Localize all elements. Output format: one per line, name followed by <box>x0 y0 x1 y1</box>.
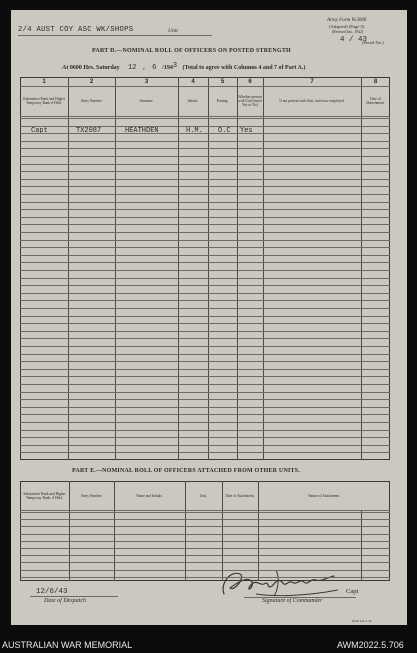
part-e-column-header: Date of Attachment. <box>225 493 255 498</box>
part-d-row-rule <box>20 399 390 400</box>
part-d-row-rule <box>20 186 390 187</box>
part-e-row-rule <box>20 512 390 513</box>
part-d-column-header: Whether present with Unit (insert Yes or No) <box>238 95 262 107</box>
serial-value: 4 / 43 <box>340 36 368 44</box>
part-d-row-rule <box>20 278 390 279</box>
caption-left: AUSTRALIAN WAR MEMORIAL <box>2 640 133 650</box>
part-d-row-rule <box>20 209 390 210</box>
part-e-column-header: Nature of Attachment. <box>307 493 341 498</box>
despatch-date: 12/6/43 <box>36 588 68 596</box>
part-d-row-rule <box>20 346 390 347</box>
part-d-column-header: Army Number. <box>80 99 103 103</box>
form-adapted: (Adapted) (Page 3) <box>329 24 365 29</box>
cell-army-number: TX2087 <box>76 127 102 135</box>
part-d-row-rule <box>20 376 390 377</box>
part-d-row-rule <box>20 407 390 408</box>
part-d-row-rule <box>20 430 390 431</box>
part-d-row-rule <box>20 316 390 317</box>
part-d-column-rule <box>263 77 264 460</box>
part-d-column-number: 5 <box>220 79 225 85</box>
part-d-row-rule <box>20 338 390 339</box>
part-d-column-number: 6 <box>248 79 252 85</box>
part-d-row-rule <box>20 323 390 324</box>
part-e-row-rule <box>20 519 390 520</box>
part-d-row-rule <box>20 300 390 301</box>
commander-label: Signature of Commander <box>262 598 323 604</box>
part-d-column-number: 8 <box>373 79 378 85</box>
part-d-column-rule <box>115 77 116 460</box>
part-e-row-rule <box>20 577 390 578</box>
part-d-row-rule <box>20 217 390 218</box>
part-e-column-header: Substantive Rank and Higher Temporary Rank, if Held. <box>23 491 66 500</box>
part-d-row-rule <box>20 255 390 256</box>
part-d-column-number: 4 <box>191 79 195 85</box>
date-prefix: At 0600 Hrs. Saturday <box>62 65 120 71</box>
part-e-row-rule <box>20 555 390 556</box>
part-d-row-rule <box>20 270 390 271</box>
part-d-row-rule <box>20 156 390 157</box>
part-d-column-header: If not present with Unit, state how employed. <box>279 99 345 103</box>
part-d-row-rule <box>20 126 390 127</box>
part-e-column-header: Name and Initials. <box>136 493 163 498</box>
part-d-row-rule <box>20 422 390 423</box>
part-d-column-number: 3 <box>144 79 149 85</box>
cell-initials: H.M. <box>186 127 203 135</box>
date-month: 6 <box>152 64 157 72</box>
part-e-row-rule <box>20 526 390 527</box>
part-d-column-number: 2 <box>89 79 94 85</box>
part-d-row-rule <box>20 452 390 453</box>
part-e-row-rule <box>20 562 390 563</box>
part-d-row-rule <box>20 354 390 355</box>
part-d-row-rule <box>20 202 390 203</box>
part-d-row-rule <box>20 141 390 142</box>
part-d-row-rule <box>20 437 390 438</box>
part-d-row-rule <box>20 224 390 225</box>
date-year-digit: 3 <box>172 62 178 70</box>
part-d-row-rule <box>20 133 390 134</box>
part-e-row-rule <box>20 548 390 549</box>
date-year-prefix: /194 <box>162 65 173 71</box>
date-day: 12 <box>127 64 137 72</box>
part-e-column-rule <box>361 510 362 581</box>
part-d-row-rule <box>20 164 390 165</box>
part-e-row-rule <box>20 570 390 571</box>
part-d-row-rule <box>20 118 390 119</box>
part-d-row-rule <box>20 232 390 233</box>
part-d-row-rule <box>20 194 390 195</box>
part-d-column-header: Substantive Rank and Higher Temporary Rank if Held. <box>22 97 66 105</box>
part-d-column-rule <box>178 77 179 460</box>
part-d-row-rule <box>20 179 390 180</box>
serial-label: (Serial No.) <box>362 40 384 45</box>
unit-value: 2/4 AUST COY ASC WK/SHOPS <box>18 26 134 34</box>
part-e-header-rule <box>20 510 390 511</box>
caption-right: AWM2022.5.706 <box>337 640 404 650</box>
part-d-row-rule <box>20 293 390 294</box>
part-d-column-number: 7 <box>310 79 314 85</box>
part-d-row-rule <box>20 414 390 415</box>
part-d-column-rule <box>68 77 69 460</box>
part-d-column-rule <box>237 77 238 460</box>
part-d-row-rule <box>20 392 390 393</box>
part-d-row-rule <box>20 331 390 332</box>
part-d-row <box>20 125 390 136</box>
part-e-row-rule <box>20 534 390 535</box>
unit-underline <box>18 35 212 36</box>
part-e-column-header: Unit. <box>199 493 208 498</box>
part-d-row-rule <box>20 369 390 370</box>
part-d-title: PART D.—NOMINAL ROLL OF OFFICERS ON POSTED STRENGTH <box>92 48 291 54</box>
caption-bar <box>0 635 417 653</box>
print-note: M.W. Ltd. 1.42 <box>352 619 372 623</box>
part-d-column-header: Posting. <box>216 99 229 103</box>
part-e-title: PART E.—NOMINAL ROLL OF OFFICERS ATTACHED FROM OTHER UNITS. <box>72 468 300 474</box>
part-d-header-rule <box>20 116 390 117</box>
cell-posting: O.C <box>218 127 231 135</box>
part-d-row-rule <box>20 445 390 446</box>
despatch-underline <box>30 596 118 597</box>
unit-label: Unit <box>168 28 178 34</box>
part-d-row-rule <box>20 384 390 385</box>
part-d-date-line: At 0600 Hrs. Saturday 12 , 6 /1943 (Total to agree with Columns 4 and 7 of Part A.) <box>62 62 306 72</box>
part-d-row-rule <box>20 171 390 172</box>
part-d-row-rule <box>20 148 390 149</box>
part-d-row-rule <box>20 262 390 263</box>
part-d-column-number: 1 <box>42 79 46 85</box>
part-d-column-rule <box>361 77 362 460</box>
part-d-column-header: Date of Detachment. <box>366 97 385 105</box>
cell-rank: Capt <box>31 127 48 135</box>
part-d-row-rule <box>20 361 390 362</box>
form-revised: (Revised Jan., 1942) <box>332 30 364 34</box>
cell-surname: HEATHDEN <box>125 127 159 135</box>
despatch-label: Date of Despatch <box>44 598 86 604</box>
date-suffix: (Total to agree with Columns 4 and 7 of Part A.) <box>182 65 306 71</box>
part-e-column-header: Army Number. <box>80 493 103 498</box>
part-d-row-rule <box>20 247 390 248</box>
part-d-column-header: Initials. <box>187 99 199 103</box>
part-e-row-rule <box>20 541 390 542</box>
part-d-row-rule <box>20 285 390 286</box>
part-d-column-rule <box>208 77 209 460</box>
part-d-column-header: Surname. <box>139 99 154 103</box>
part-d-row-rule <box>20 308 390 309</box>
cell-present: Yes <box>240 127 253 135</box>
form-number: Army Form W.3008 <box>327 18 367 23</box>
commander-rank: Capt <box>346 588 359 595</box>
part-d-row-rule <box>20 240 390 241</box>
